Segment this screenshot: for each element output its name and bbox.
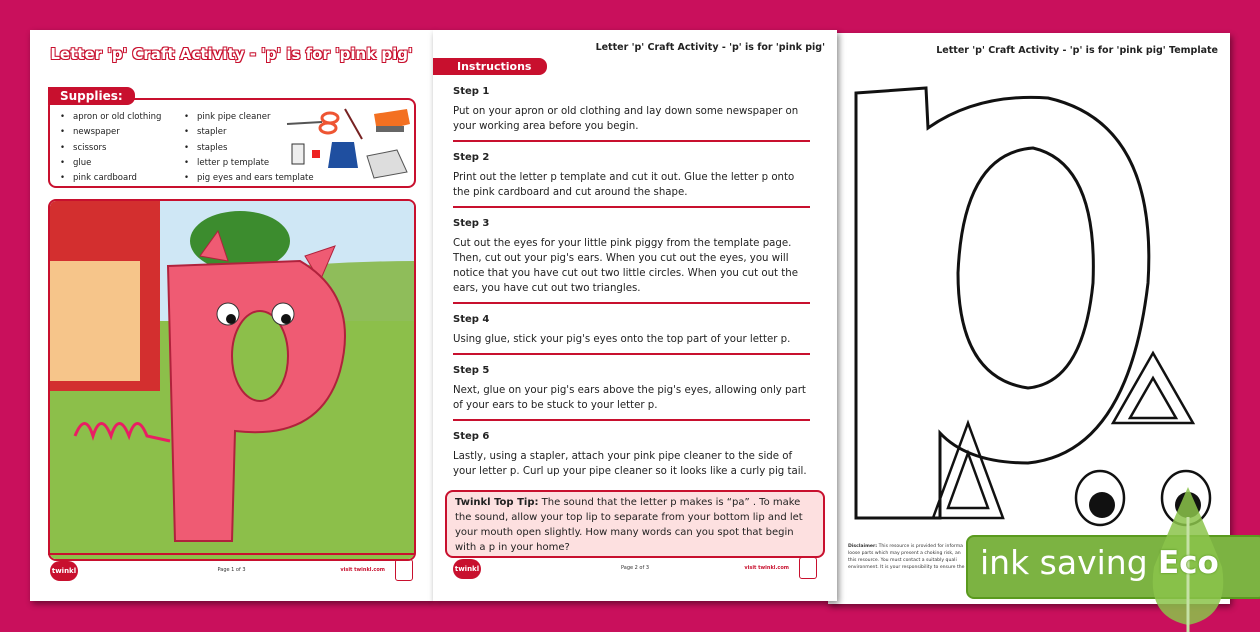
page-number: Page 2 of 3 [620, 565, 650, 571]
step-title: Step 5 [453, 365, 490, 376]
step-title: Step 6 [453, 431, 490, 442]
supply-item: • scissors [60, 141, 161, 156]
tip-label: Twinkl Top Tip: [455, 497, 539, 508]
supply-item: • pig eyes and ears template [184, 171, 314, 186]
page-footer [48, 553, 415, 583]
step-6 [453, 427, 810, 485]
twinkl-logo[interactable]: twinkl [453, 559, 481, 579]
step-text: Using glue, stick your pig's eyes onto the top part of your letter p. [453, 334, 791, 345]
step-title: Step 1 [453, 86, 490, 97]
step-3 [453, 214, 810, 304]
step-1 [453, 82, 810, 142]
activity-title: Letter 'p' Craft Activity - 'p' is for 'pink pig' [50, 45, 413, 63]
supplies-images [282, 104, 412, 184]
disclaimer [848, 543, 978, 571]
page-header: Letter 'p' Craft Activity - 'p' is for 'pink pig' Template [936, 45, 1218, 56]
step-text: Next, glue on your pig's ears above the pig's eyes, allowing only part of your ears to be stuck to your letter p. [453, 385, 806, 411]
step-title: Step 2 [453, 152, 490, 163]
page-number: Page 1 of 3 [217, 567, 246, 573]
quality-badge-icon [395, 559, 413, 581]
tip-text: The sound that the letter p makes is “pa” . To make the sound, allow your top lip to separate from your bottom lip and let your mouth open slightly. How many words can you spot that begin with a p in your home? [455, 497, 803, 553]
step-5 [453, 361, 810, 421]
supply-item: • pink pipe cleaner [184, 110, 314, 125]
pink-pig-illustration [48, 199, 416, 561]
letter-p-template [828, 33, 1230, 553]
disclaimer-line: This resource is provided for informa [877, 544, 963, 549]
disclaimer-line: loose parts which may present a choking risk, an [848, 551, 961, 556]
supply-item: • staples [184, 141, 314, 156]
instructions-label: Instructions [433, 58, 547, 75]
supply-item: • newspaper [60, 125, 161, 140]
step-text: Cut out the eyes for your little pink piggy from the template page. Then, cut out your pig's ears. When you cut out the eyes, you will notice that you have cut out two little circles. When you cut out the ears, you have cut out two triangles. [453, 238, 798, 294]
page-footer [451, 553, 819, 583]
step-2 [453, 148, 810, 208]
supplies-list-1 [60, 110, 161, 186]
page-2 [433, 30, 837, 601]
step-text: Put on your apron or old clothing and lay down some newspaper on your working area before you begin. [453, 106, 799, 132]
step-text: Lastly, using a stapler, attach your pink pipe cleaner to the side of your letter p. Curl up your pipe cleaner so it looks like a curly pig tail. [453, 451, 807, 477]
step-4 [453, 310, 810, 355]
quality-badge-icon [799, 557, 817, 579]
supply-item: • apron or old clothing [60, 110, 161, 125]
supply-item: • letter p template [184, 156, 314, 171]
page-header: Letter 'p' Craft Activity - 'p' is for 'pink pig' [595, 42, 825, 53]
disclaimer-line: environment. It is your responsibility to ensure the [848, 565, 965, 570]
steps-list [453, 82, 810, 491]
supplies-label: Supplies: [48, 87, 135, 105]
step-text: Print out the letter p template and cut it out. Glue the letter p onto the pink cardboard and cut around the shape. [453, 172, 795, 198]
ink-saving-eco-badge [966, 535, 1260, 599]
step-title: Step 4 [453, 314, 490, 325]
disclaimer-label: Disclaimer: [848, 544, 878, 549]
step-title: Step 3 [453, 218, 490, 229]
visit-link[interactable]: visit twinkl.com [744, 565, 789, 571]
ink-saving-label: ink saving [980, 543, 1148, 582]
supply-item: • stapler [184, 125, 314, 140]
eco-label: Eco [1158, 545, 1219, 581]
supply-item: • pink cardboard [60, 171, 161, 186]
disclaimer-line: this resource. You must contact a suitably quali [848, 558, 957, 563]
supply-item: • glue [60, 156, 161, 171]
page-1 [30, 30, 433, 601]
twinkl-logo[interactable]: twinkl [50, 561, 78, 581]
visit-link[interactable]: visit twinkl.com [340, 567, 385, 573]
supplies-box [48, 98, 416, 188]
top-tip-box [445, 490, 825, 558]
